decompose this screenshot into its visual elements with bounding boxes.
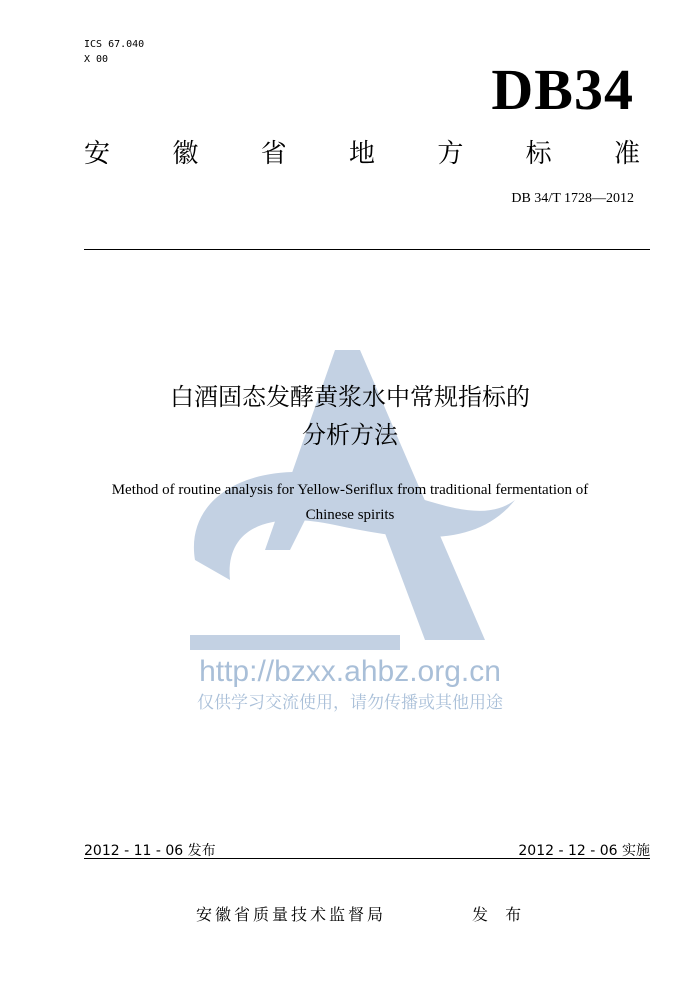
standard-type-char: 安 bbox=[84, 139, 111, 169]
standard-type-char: 地 bbox=[348, 139, 375, 169]
standard-type-char: 标 bbox=[525, 139, 552, 169]
category-code: X 00 bbox=[84, 54, 109, 65]
title-cn-line-2: 分析方法 bbox=[302, 421, 398, 449]
issuing-authority: 安徽省质量技术监督局 bbox=[196, 905, 387, 924]
standard-type-char: 准 bbox=[613, 139, 640, 169]
title-en-line-1: Method of routine analysis for Yellow-Seriflux from traditional fermentation of bbox=[111, 482, 589, 498]
document-title-cn bbox=[0, 378, 700, 454]
standard-type-char: 方 bbox=[437, 139, 464, 169]
watermark-url: http://bzxx.ahbz.org.cn bbox=[199, 655, 501, 688]
standard-type-title bbox=[84, 136, 640, 172]
footer-divider bbox=[84, 858, 650, 859]
standard-number: DB 34/T 1728—2012 bbox=[511, 191, 634, 206]
document-title-en bbox=[84, 478, 616, 528]
implement-date: 2012 - 12 - 06 实施 bbox=[518, 843, 650, 859]
standard-type-char: 省 bbox=[260, 139, 287, 169]
issue-word: 发 布 bbox=[472, 905, 528, 924]
header-divider bbox=[84, 249, 650, 250]
watermark-note: 仅供学习交流使用，请勿传播或其他用途 bbox=[197, 693, 503, 713]
standard-prefix: DB34 bbox=[491, 57, 634, 122]
publish-date: 2012 - 11 - 06 发布 bbox=[84, 843, 216, 859]
title-en-line-2: Chinese spirits bbox=[305, 507, 395, 523]
ics-code: ICS 67.040 bbox=[84, 39, 145, 50]
standard-type-char: 徽 bbox=[172, 139, 199, 169]
title-cn-line-1: 白酒固态发酵黄浆水中常规指标的 bbox=[170, 383, 530, 411]
